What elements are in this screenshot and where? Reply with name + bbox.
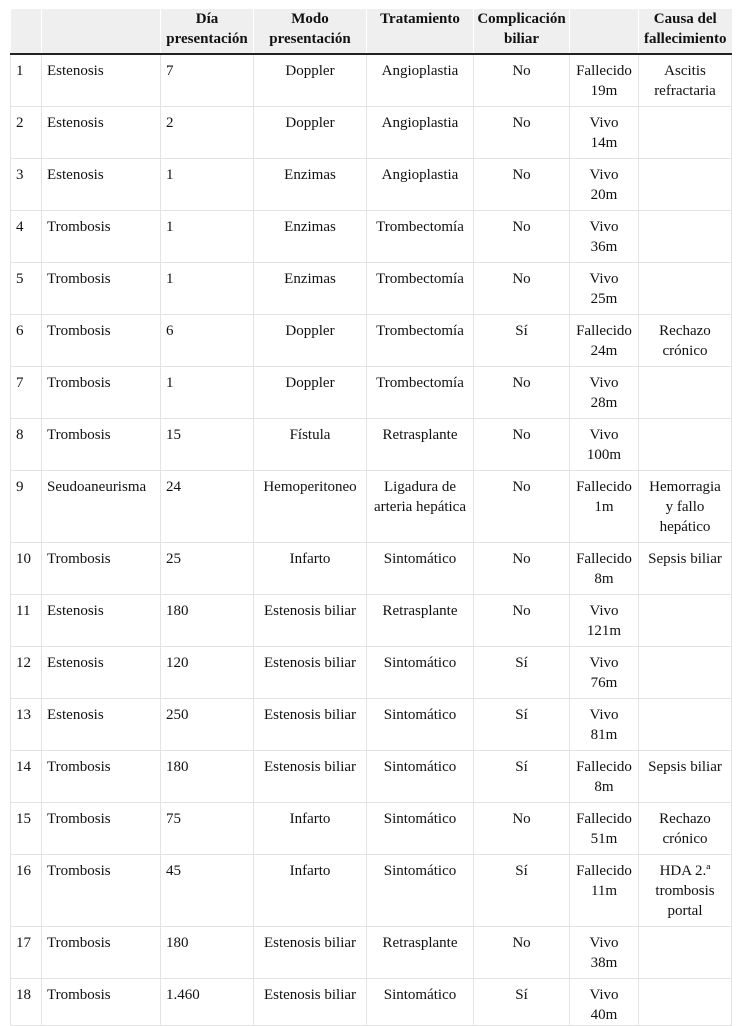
cell-number: 16 xyxy=(11,855,42,927)
cell-number: 10 xyxy=(11,543,42,595)
table-container xyxy=(10,9,731,1026)
cell-day: 15 xyxy=(161,419,254,471)
cell-mode: Enzimas xyxy=(254,263,367,315)
table-row xyxy=(11,595,732,647)
cell-cause: Hemorragia y fallo hepático xyxy=(639,471,732,543)
cell-outcome: Fallecido 51m xyxy=(570,803,639,855)
cell-cause xyxy=(639,107,732,159)
cell-day: 6 xyxy=(161,315,254,367)
table-row xyxy=(11,803,732,855)
cell-cause: Sepsis biliar xyxy=(639,543,732,595)
col-header-type xyxy=(42,9,161,54)
cell-type: Trombosis xyxy=(42,927,161,979)
cell-outcome: Vivo 36m xyxy=(570,211,639,263)
col-header-cause: Causa del fallecimiento xyxy=(639,9,732,54)
cell-type: Trombosis xyxy=(42,751,161,803)
cell-type: Trombosis xyxy=(42,315,161,367)
cell-cause xyxy=(639,211,732,263)
cell-number: 6 xyxy=(11,315,42,367)
table-row xyxy=(11,367,732,419)
cell-number: 12 xyxy=(11,647,42,699)
cell-type: Trombosis xyxy=(42,803,161,855)
cell-cause xyxy=(639,263,732,315)
cell-treatment: Trombectomía xyxy=(367,263,474,315)
table-row xyxy=(11,471,732,543)
cell-biliary: Sí xyxy=(474,855,570,927)
table-row xyxy=(11,751,732,803)
cell-cause xyxy=(639,927,732,979)
cell-outcome: Vivo 121m xyxy=(570,595,639,647)
col-header-treatment: Tratamiento xyxy=(367,9,474,54)
cell-treatment: Angioplastia xyxy=(367,107,474,159)
table-row xyxy=(11,263,732,315)
complications-table xyxy=(10,9,732,1026)
cell-type: Trombosis xyxy=(42,211,161,263)
cell-type: Estenosis xyxy=(42,159,161,211)
table-row xyxy=(11,159,732,211)
cell-mode: Doppler xyxy=(254,367,367,419)
cell-number: 11 xyxy=(11,595,42,647)
cell-day: 75 xyxy=(161,803,254,855)
cell-treatment: Angioplastia xyxy=(367,54,474,107)
cell-day: 1 xyxy=(161,159,254,211)
cell-biliary: No xyxy=(474,107,570,159)
cell-outcome: Fallecido 8m xyxy=(570,543,639,595)
cell-outcome: Vivo 20m xyxy=(570,159,639,211)
cell-number: 13 xyxy=(11,699,42,751)
cell-outcome: Vivo 14m xyxy=(570,107,639,159)
cell-biliary: Sí xyxy=(474,699,570,751)
cell-treatment: Retrasplante xyxy=(367,595,474,647)
table-row xyxy=(11,927,732,979)
cell-outcome: Vivo 25m xyxy=(570,263,639,315)
table-row xyxy=(11,543,732,595)
cell-day: 180 xyxy=(161,751,254,803)
cell-day: 45 xyxy=(161,855,254,927)
cell-treatment: Retrasplante xyxy=(367,419,474,471)
cell-biliary: No xyxy=(474,471,570,543)
cell-cause: Rechazo crónico xyxy=(639,315,732,367)
cell-outcome: Vivo 38m xyxy=(570,927,639,979)
cell-biliary: Sí xyxy=(474,979,570,1026)
cell-treatment: Trombectomía xyxy=(367,315,474,367)
cell-type: Estenosis xyxy=(42,107,161,159)
cell-treatment: Trombectomía xyxy=(367,211,474,263)
cell-biliary: Sí xyxy=(474,315,570,367)
cell-day: 25 xyxy=(161,543,254,595)
cell-mode: Doppler xyxy=(254,315,367,367)
table-row xyxy=(11,419,732,471)
cell-mode: Estenosis biliar xyxy=(254,595,367,647)
cell-day: 2 xyxy=(161,107,254,159)
cell-cause xyxy=(639,367,732,419)
col-header-day: Día presentación xyxy=(161,9,254,54)
cell-day: 1.460 xyxy=(161,979,254,1026)
cell-day: 1 xyxy=(161,263,254,315)
cell-biliary: No xyxy=(474,543,570,595)
cell-treatment: Sintomático xyxy=(367,803,474,855)
cell-number: 4 xyxy=(11,211,42,263)
cell-mode: Doppler xyxy=(254,54,367,107)
cell-mode: Estenosis biliar xyxy=(254,751,367,803)
cell-treatment: Sintomático xyxy=(367,699,474,751)
table-row xyxy=(11,647,732,699)
cell-cause: Sepsis biliar xyxy=(639,751,732,803)
cell-type: Trombosis xyxy=(42,263,161,315)
cell-mode: Infarto xyxy=(254,543,367,595)
cell-number: 3 xyxy=(11,159,42,211)
cell-treatment: Sintomático xyxy=(367,543,474,595)
cell-cause: HDA 2.ª trombosis portal xyxy=(639,855,732,927)
cell-day: 1 xyxy=(161,211,254,263)
cell-outcome: Vivo 81m xyxy=(570,699,639,751)
cell-type: Trombosis xyxy=(42,855,161,927)
cell-biliary: Sí xyxy=(474,647,570,699)
cell-number: 9 xyxy=(11,471,42,543)
cell-type: Estenosis xyxy=(42,699,161,751)
cell-type: Trombosis xyxy=(42,367,161,419)
cell-treatment: Angioplastia xyxy=(367,159,474,211)
cell-mode: Estenosis biliar xyxy=(254,927,367,979)
cell-biliary: No xyxy=(474,211,570,263)
header-row xyxy=(11,9,732,54)
cell-biliary: No xyxy=(474,54,570,107)
cell-type: Estenosis xyxy=(42,647,161,699)
cell-mode: Estenosis biliar xyxy=(254,647,367,699)
cell-type: Trombosis xyxy=(42,979,161,1026)
col-header-outcome xyxy=(570,9,639,54)
cell-biliary: No xyxy=(474,419,570,471)
cell-treatment: Ligadura de arteria hepática xyxy=(367,471,474,543)
table-row xyxy=(11,315,732,367)
cell-outcome: Fallecido 11m xyxy=(570,855,639,927)
cell-outcome: Fallecido 8m xyxy=(570,751,639,803)
cell-cause xyxy=(639,647,732,699)
cell-type: Seudoaneurisma xyxy=(42,471,161,543)
cell-outcome: Fallecido 1m xyxy=(570,471,639,543)
cell-mode: Enzimas xyxy=(254,211,367,263)
cell-cause: Rechazo crónico xyxy=(639,803,732,855)
col-header-number xyxy=(11,9,42,54)
cell-type: Trombosis xyxy=(42,419,161,471)
cell-treatment: Retrasplante xyxy=(367,927,474,979)
cell-treatment: Trombectomía xyxy=(367,367,474,419)
cell-number: 18 xyxy=(11,979,42,1026)
cell-number: 8 xyxy=(11,419,42,471)
cell-biliary: No xyxy=(474,803,570,855)
cell-treatment: Sintomático xyxy=(367,751,474,803)
cell-outcome: Vivo 76m xyxy=(570,647,639,699)
cell-cause xyxy=(639,979,732,1026)
cell-number: 1 xyxy=(11,54,42,107)
cell-day: 250 xyxy=(161,699,254,751)
cell-mode: Estenosis biliar xyxy=(254,699,367,751)
table-row xyxy=(11,54,732,107)
cell-number: 14 xyxy=(11,751,42,803)
cell-outcome: Vivo 100m xyxy=(570,419,639,471)
table-row xyxy=(11,211,732,263)
cell-mode: Infarto xyxy=(254,855,367,927)
cell-outcome: Vivo 40m xyxy=(570,979,639,1026)
cell-number: 17 xyxy=(11,927,42,979)
cell-day: 7 xyxy=(161,54,254,107)
cell-mode: Estenosis biliar xyxy=(254,979,367,1026)
col-header-biliary: Complicación biliar xyxy=(474,9,570,54)
cell-outcome: Fallecido 19m xyxy=(570,54,639,107)
cell-cause xyxy=(639,419,732,471)
cell-day: 120 xyxy=(161,647,254,699)
cell-day: 180 xyxy=(161,927,254,979)
cell-day: 24 xyxy=(161,471,254,543)
cell-treatment: Sintomático xyxy=(367,855,474,927)
cell-number: 7 xyxy=(11,367,42,419)
cell-biliary: No xyxy=(474,367,570,419)
col-header-mode: Modo presentación xyxy=(254,9,367,54)
cell-treatment: Sintomático xyxy=(367,647,474,699)
cell-biliary: No xyxy=(474,159,570,211)
cell-mode: Enzimas xyxy=(254,159,367,211)
cell-type: Estenosis xyxy=(42,54,161,107)
table-row xyxy=(11,107,732,159)
cell-type: Trombosis xyxy=(42,543,161,595)
cell-number: 2 xyxy=(11,107,42,159)
cell-number: 5 xyxy=(11,263,42,315)
cell-treatment: Sintomático xyxy=(367,979,474,1026)
table-row xyxy=(11,699,732,751)
cell-cause xyxy=(639,699,732,751)
cell-cause: Ascitis refractaria xyxy=(639,54,732,107)
cell-outcome: Vivo 28m xyxy=(570,367,639,419)
cell-number: 15 xyxy=(11,803,42,855)
cell-biliary: No xyxy=(474,595,570,647)
cell-biliary: Sí xyxy=(474,751,570,803)
cell-day: 180 xyxy=(161,595,254,647)
table-row xyxy=(11,979,732,1026)
cell-mode: Infarto xyxy=(254,803,367,855)
cell-day: 1 xyxy=(161,367,254,419)
cell-mode: Doppler xyxy=(254,107,367,159)
cell-mode: Hemoperitoneo xyxy=(254,471,367,543)
table-body xyxy=(11,54,732,1026)
cell-biliary: No xyxy=(474,927,570,979)
table-row xyxy=(11,855,732,927)
cell-outcome: Fallecido 24m xyxy=(570,315,639,367)
cell-cause xyxy=(639,595,732,647)
cell-cause xyxy=(639,159,732,211)
cell-mode: Fístula xyxy=(254,419,367,471)
cell-type: Estenosis xyxy=(42,595,161,647)
cell-biliary: No xyxy=(474,263,570,315)
